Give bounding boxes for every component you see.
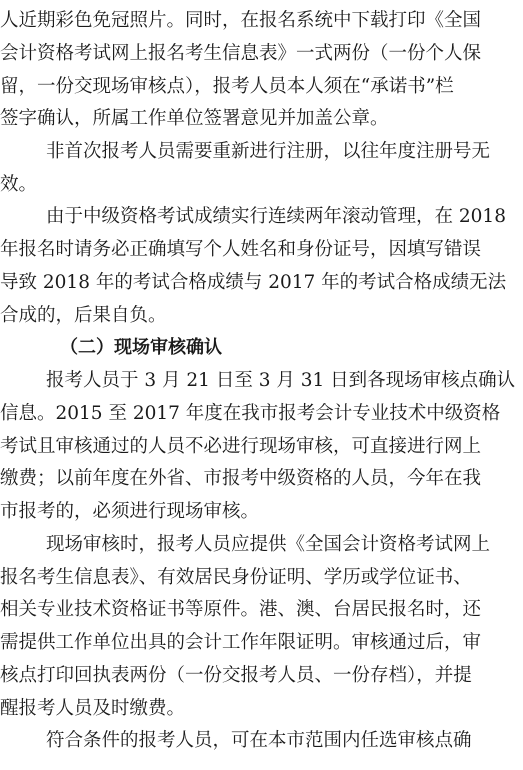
text-line: 会计资格考试网上报名考生信息表》一式两份（一份个人保 <box>0 42 482 64</box>
text-line: 留，一份交现场审核点），报考人员本人须在“承诺书”栏 <box>0 75 454 97</box>
paragraph-first-line: 报考人员于 3 月 21 日至 3 月 31 日到各现场审核点确认 <box>46 370 516 392</box>
text-line: 信息。2015 至 2017 年度在我市报考会计专业技术中级资格 <box>0 402 501 424</box>
text-line: 相关专业技术资格证书等原件。港、澳、台居民报名时，还 <box>0 599 482 621</box>
section-heading: （二）现场审核确认 <box>60 337 222 359</box>
text-line: 人近期彩色免冠照片。同时，在报名系统中下载打印《全国 <box>0 10 482 31</box>
paragraph-first-line: 现场审核时，报考人员应提供《全国会计资格考试网上 <box>46 533 491 555</box>
text-line: 导致 2018 年的考试合格成绩与 2017 年的考试合格成绩无法 <box>0 271 507 293</box>
text-line: 市报考的，必须进行现场审核。 <box>0 501 260 523</box>
paragraph-first-line: 非首次报考人员需要重新进行注册，以往年度注册号无 <box>46 141 491 162</box>
text-line: 合成的，后果自负。 <box>0 304 167 326</box>
paragraph-first-line: 符合条件的报考人员，可在本市范围内任选审核点确 <box>46 730 472 752</box>
text-line: 签字确认，所属工作单位签署意见并加盖公章。 <box>0 108 389 130</box>
text-line: 考试且审核通过的人员不必进行现场审核，可直接进行网上 <box>0 435 482 457</box>
text-line: 核点打印回执表两份（一份交报考人员、一份存档），并提 <box>0 664 472 686</box>
text-line: 缴费；以前年度在外省、市报考中级资格的人员，今年在我 <box>0 468 482 490</box>
text-line: 效。 <box>0 173 38 195</box>
text-line: 醒报考人员及时缴费。 <box>0 697 186 719</box>
text-line: 需提供工作单位出具的会计工作年限证明。审核通过后，审 <box>0 632 482 653</box>
text-line: 年报名时请务必正确填写个人姓名和身份证号，因填写错误 <box>0 239 482 261</box>
paragraph-first-line: 由于中级资格考试成绩实行连续两年滚动管理，在 2018 <box>46 206 506 228</box>
text-line: 报名考生信息表》、有效居民身份证明、学历或学位证书、 <box>0 566 472 588</box>
